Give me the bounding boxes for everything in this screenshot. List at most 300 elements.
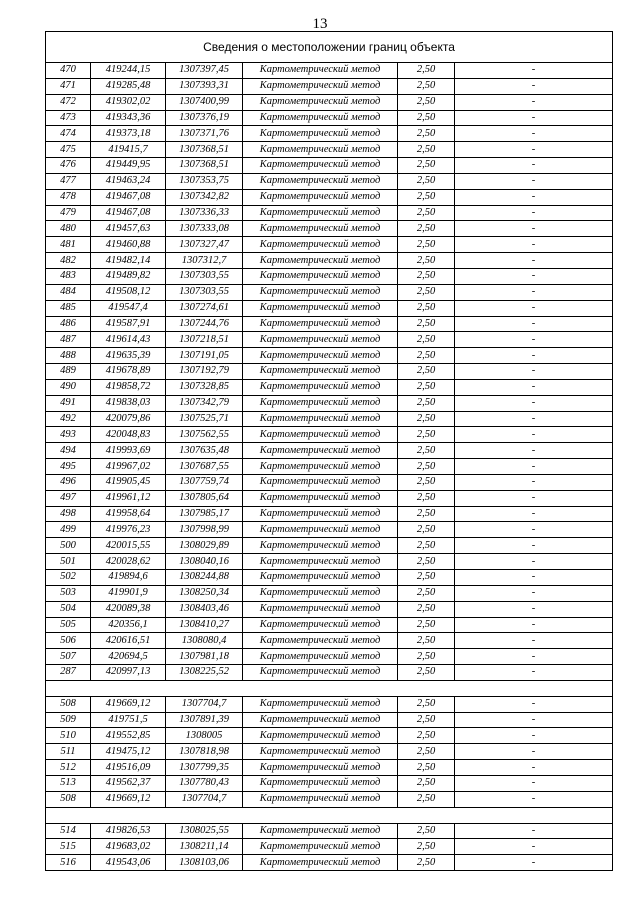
y-coordinate-cell: 1308403,46: [166, 601, 243, 617]
description-cell: -: [455, 443, 613, 459]
table-row: [46, 554, 613, 570]
accuracy-cell: 2,50: [398, 142, 455, 158]
accuracy-cell: 2,50: [398, 570, 455, 586]
y-coordinate-cell: 1307333,08: [166, 221, 243, 237]
point-number-cell: 471: [46, 78, 91, 94]
point-number-cell: 287: [46, 665, 91, 681]
y-coordinate-cell: 1307218,51: [166, 332, 243, 348]
method-cell: Картометрический метод: [243, 744, 398, 760]
accuracy-cell: 2,50: [398, 268, 455, 284]
point-number-cell: 510: [46, 728, 91, 744]
accuracy-cell: 2,50: [398, 395, 455, 411]
method-cell: Картометрический метод: [243, 316, 398, 332]
method-cell: Картометрический метод: [243, 221, 398, 237]
method-cell: Картометрический метод: [243, 760, 398, 776]
method-cell: Картометрический метод: [243, 142, 398, 158]
description-cell: -: [455, 364, 613, 380]
table-title: Сведения о местоположении границ объекта: [46, 32, 613, 63]
description-cell: -: [455, 379, 613, 395]
accuracy-cell: 2,50: [398, 554, 455, 570]
method-cell: Картометрический метод: [243, 94, 398, 110]
description-cell: -: [455, 601, 613, 617]
point-number-cell: 479: [46, 205, 91, 221]
method-cell: Картометрический метод: [243, 443, 398, 459]
accuracy-cell: 2,50: [398, 633, 455, 649]
x-coordinate-cell: 419244,15: [91, 63, 166, 79]
table-row: [46, 158, 613, 174]
point-number-cell: 501: [46, 554, 91, 570]
method-cell: Картометрический метод: [243, 839, 398, 855]
y-coordinate-cell: 1307562,55: [166, 427, 243, 443]
table-row: [46, 570, 613, 586]
point-number-cell: 508: [46, 696, 91, 712]
table-row: [46, 712, 613, 728]
table-row: [46, 696, 613, 712]
x-coordinate-cell: 419976,23: [91, 522, 166, 538]
x-coordinate-cell: 420356,1: [91, 617, 166, 633]
table-row: [46, 189, 613, 205]
method-cell: Картометрический метод: [243, 364, 398, 380]
point-number-cell: 490: [46, 379, 91, 395]
table-row: [46, 728, 613, 744]
y-coordinate-cell: 1307799,35: [166, 760, 243, 776]
y-coordinate-cell: 1308211,14: [166, 839, 243, 855]
y-coordinate-cell: 1308103,06: [166, 855, 243, 871]
point-number-cell: 511: [46, 744, 91, 760]
method-cell: Картометрический метод: [243, 189, 398, 205]
accuracy-cell: 2,50: [398, 284, 455, 300]
point-number-cell: 488: [46, 348, 91, 364]
y-coordinate-cell: 1307312,7: [166, 253, 243, 269]
y-coordinate-cell: 1308244,88: [166, 570, 243, 586]
contour-separator-cell: [46, 807, 613, 823]
description-cell: -: [455, 839, 613, 855]
contour-separator-row: [46, 807, 613, 823]
table-row: [46, 300, 613, 316]
y-coordinate-cell: 1307303,55: [166, 268, 243, 284]
point-number-cell: 504: [46, 601, 91, 617]
description-cell: -: [455, 268, 613, 284]
description-cell: -: [455, 427, 613, 443]
x-coordinate-cell: 419457,63: [91, 221, 166, 237]
description-cell: -: [455, 585, 613, 601]
description-cell: -: [455, 712, 613, 728]
description-cell: -: [455, 728, 613, 744]
description-cell: -: [455, 205, 613, 221]
description-cell: -: [455, 570, 613, 586]
point-number-cell: 495: [46, 459, 91, 475]
method-cell: Картометрический метод: [243, 284, 398, 300]
description-cell: -: [455, 316, 613, 332]
description-cell: -: [455, 775, 613, 791]
x-coordinate-cell: 420079,86: [91, 411, 166, 427]
method-cell: Картометрический метод: [243, 538, 398, 554]
y-coordinate-cell: 1308080,4: [166, 633, 243, 649]
y-coordinate-cell: 1307805,64: [166, 490, 243, 506]
accuracy-cell: 2,50: [398, 332, 455, 348]
x-coordinate-cell: 419669,12: [91, 791, 166, 807]
y-coordinate-cell: 1307336,33: [166, 205, 243, 221]
accuracy-cell: 2,50: [398, 379, 455, 395]
method-cell: Картометрический метод: [243, 300, 398, 316]
method-cell: Картометрический метод: [243, 823, 398, 839]
method-cell: Картометрический метод: [243, 348, 398, 364]
table-row: [46, 364, 613, 380]
y-coordinate-cell: 1307192,79: [166, 364, 243, 380]
description-cell: -: [455, 538, 613, 554]
x-coordinate-cell: 419751,5: [91, 712, 166, 728]
point-number-cell: 482: [46, 253, 91, 269]
table-row: [46, 506, 613, 522]
x-coordinate-cell: 419587,91: [91, 316, 166, 332]
point-number-cell: 498: [46, 506, 91, 522]
y-coordinate-cell: 1307327,47: [166, 237, 243, 253]
y-coordinate-cell: 1307891,39: [166, 712, 243, 728]
table-row: [46, 237, 613, 253]
description-cell: -: [455, 760, 613, 776]
point-number-cell: 485: [46, 300, 91, 316]
y-coordinate-cell: 1307998,99: [166, 522, 243, 538]
table-row: [46, 617, 613, 633]
point-number-cell: 509: [46, 712, 91, 728]
method-cell: Картометрический метод: [243, 110, 398, 126]
x-coordinate-cell: 419967,02: [91, 459, 166, 475]
description-cell: -: [455, 63, 613, 79]
method-cell: Картометрический метод: [243, 427, 398, 443]
accuracy-cell: 2,50: [398, 665, 455, 681]
y-coordinate-cell: 1307342,79: [166, 395, 243, 411]
x-coordinate-cell: 419993,69: [91, 443, 166, 459]
x-coordinate-cell: 419678,89: [91, 364, 166, 380]
x-coordinate-cell: 419683,02: [91, 839, 166, 855]
y-coordinate-cell: 1307353,75: [166, 173, 243, 189]
x-coordinate-cell: 419373,18: [91, 126, 166, 142]
y-coordinate-cell: 1307303,55: [166, 284, 243, 300]
point-number-cell: 476: [46, 158, 91, 174]
accuracy-cell: 2,50: [398, 506, 455, 522]
table-row: [46, 63, 613, 79]
accuracy-cell: 2,50: [398, 775, 455, 791]
y-coordinate-cell: 1307635,48: [166, 443, 243, 459]
method-cell: Картометрический метод: [243, 158, 398, 174]
y-coordinate-cell: 1307525,71: [166, 411, 243, 427]
accuracy-cell: 2,50: [398, 744, 455, 760]
x-coordinate-cell: 419958,64: [91, 506, 166, 522]
table-row: [46, 427, 613, 443]
description-cell: -: [455, 253, 613, 269]
y-coordinate-cell: 1307780,43: [166, 775, 243, 791]
y-coordinate-cell: 1307368,51: [166, 142, 243, 158]
description-cell: -: [455, 459, 613, 475]
table-row: [46, 633, 613, 649]
x-coordinate-cell: 420048,83: [91, 427, 166, 443]
x-coordinate-cell: 419415,7: [91, 142, 166, 158]
boundary-table-container: [45, 31, 612, 871]
point-number-cell: 473: [46, 110, 91, 126]
accuracy-cell: 2,50: [398, 617, 455, 633]
y-coordinate-cell: 1307397,45: [166, 63, 243, 79]
method-cell: Картометрический метод: [243, 490, 398, 506]
method-cell: Картометрический метод: [243, 617, 398, 633]
y-coordinate-cell: 1307376,19: [166, 110, 243, 126]
table-row: [46, 443, 613, 459]
accuracy-cell: 2,50: [398, 459, 455, 475]
method-cell: Картометрический метод: [243, 522, 398, 538]
point-number-cell: 512: [46, 760, 91, 776]
boundary-table: [45, 31, 613, 871]
description-cell: -: [455, 94, 613, 110]
method-cell: Картометрический метод: [243, 173, 398, 189]
point-number-cell: 470: [46, 63, 91, 79]
accuracy-cell: 2,50: [398, 760, 455, 776]
method-cell: Картометрический метод: [243, 411, 398, 427]
y-coordinate-cell: 1307704,7: [166, 696, 243, 712]
accuracy-cell: 2,50: [398, 63, 455, 79]
method-cell: Картометрический метод: [243, 205, 398, 221]
y-coordinate-cell: 1308029,89: [166, 538, 243, 554]
y-coordinate-cell: 1308225,52: [166, 665, 243, 681]
x-coordinate-cell: 419489,82: [91, 268, 166, 284]
table-row: [46, 459, 613, 475]
x-coordinate-cell: 420694,5: [91, 649, 166, 665]
description-cell: -: [455, 237, 613, 253]
accuracy-cell: 2,50: [398, 728, 455, 744]
x-coordinate-cell: 419614,43: [91, 332, 166, 348]
y-coordinate-cell: 1307368,51: [166, 158, 243, 174]
accuracy-cell: 2,50: [398, 126, 455, 142]
x-coordinate-cell: 419302,02: [91, 94, 166, 110]
x-coordinate-cell: 419467,08: [91, 189, 166, 205]
contour-separator-cell: [46, 680, 613, 696]
description-cell: -: [455, 744, 613, 760]
x-coordinate-cell: 419285,48: [91, 78, 166, 94]
table-row: [46, 253, 613, 269]
description-cell: -: [455, 791, 613, 807]
description-cell: -: [455, 158, 613, 174]
accuracy-cell: 2,50: [398, 696, 455, 712]
description-cell: -: [455, 78, 613, 94]
point-number-cell: 507: [46, 649, 91, 665]
description-cell: -: [455, 411, 613, 427]
y-coordinate-cell: 1307818,98: [166, 744, 243, 760]
description-cell: -: [455, 284, 613, 300]
method-cell: Картометрический метод: [243, 379, 398, 395]
point-number-cell: 478: [46, 189, 91, 205]
accuracy-cell: 2,50: [398, 253, 455, 269]
x-coordinate-cell: 419547,4: [91, 300, 166, 316]
accuracy-cell: 2,50: [398, 94, 455, 110]
point-number-cell: 491: [46, 395, 91, 411]
method-cell: Картометрический метод: [243, 775, 398, 791]
x-coordinate-cell: 420028,62: [91, 554, 166, 570]
accuracy-cell: 2,50: [398, 522, 455, 538]
x-coordinate-cell: 419543,06: [91, 855, 166, 871]
table-row: [46, 649, 613, 665]
x-coordinate-cell: 420616,51: [91, 633, 166, 649]
accuracy-cell: 2,50: [398, 649, 455, 665]
description-cell: -: [455, 395, 613, 411]
table-row: [46, 601, 613, 617]
method-cell: Картометрический метод: [243, 395, 398, 411]
point-number-cell: 484: [46, 284, 91, 300]
x-coordinate-cell: 419961,12: [91, 490, 166, 506]
point-number-cell: 489: [46, 364, 91, 380]
accuracy-cell: 2,50: [398, 300, 455, 316]
point-number-cell: 514: [46, 823, 91, 839]
y-coordinate-cell: 1307244,76: [166, 316, 243, 332]
description-cell: -: [455, 506, 613, 522]
table-row: [46, 839, 613, 855]
point-number-cell: 487: [46, 332, 91, 348]
description-cell: -: [455, 142, 613, 158]
accuracy-cell: 2,50: [398, 173, 455, 189]
accuracy-cell: 2,50: [398, 601, 455, 617]
method-cell: Картометрический метод: [243, 665, 398, 681]
table-row: [46, 110, 613, 126]
table-row: [46, 538, 613, 554]
accuracy-cell: 2,50: [398, 364, 455, 380]
point-number-cell: 477: [46, 173, 91, 189]
point-number-cell: 494: [46, 443, 91, 459]
point-number-cell: 503: [46, 585, 91, 601]
accuracy-cell: 2,50: [398, 585, 455, 601]
description-cell: -: [455, 649, 613, 665]
description-cell: -: [455, 221, 613, 237]
accuracy-cell: 2,50: [398, 411, 455, 427]
table-row: [46, 760, 613, 776]
accuracy-cell: 2,50: [398, 712, 455, 728]
description-cell: -: [455, 300, 613, 316]
point-number-cell: 499: [46, 522, 91, 538]
description-cell: -: [455, 490, 613, 506]
point-number-cell: 502: [46, 570, 91, 586]
method-cell: Картометрический метод: [243, 459, 398, 475]
table-row: [46, 332, 613, 348]
accuracy-cell: 2,50: [398, 823, 455, 839]
y-coordinate-cell: 1307393,31: [166, 78, 243, 94]
y-coordinate-cell: 1307981,18: [166, 649, 243, 665]
contour-separator-row: [46, 680, 613, 696]
point-number-cell: 513: [46, 775, 91, 791]
table-row: [46, 775, 613, 791]
y-coordinate-cell: 1308250,34: [166, 585, 243, 601]
table-row: [46, 94, 613, 110]
table-row: [46, 379, 613, 395]
point-number-cell: 472: [46, 94, 91, 110]
table-row: [46, 268, 613, 284]
accuracy-cell: 2,50: [398, 791, 455, 807]
method-cell: Картометрический метод: [243, 332, 398, 348]
accuracy-cell: 2,50: [398, 855, 455, 871]
method-cell: Картометрический метод: [243, 585, 398, 601]
x-coordinate-cell: 419343,36: [91, 110, 166, 126]
table-row: [46, 142, 613, 158]
point-number-cell: 500: [46, 538, 91, 554]
point-number-cell: 493: [46, 427, 91, 443]
y-coordinate-cell: 1307704,7: [166, 791, 243, 807]
accuracy-cell: 2,50: [398, 221, 455, 237]
description-cell: -: [455, 696, 613, 712]
point-number-cell: 508: [46, 791, 91, 807]
description-cell: -: [455, 189, 613, 205]
method-cell: Картометрический метод: [243, 712, 398, 728]
accuracy-cell: 2,50: [398, 78, 455, 94]
table-row: [46, 348, 613, 364]
description-cell: -: [455, 522, 613, 538]
description-cell: -: [455, 855, 613, 871]
y-coordinate-cell: 1307985,17: [166, 506, 243, 522]
method-cell: Картометрический метод: [243, 63, 398, 79]
accuracy-cell: 2,50: [398, 538, 455, 554]
table-row: [46, 221, 613, 237]
method-cell: Картометрический метод: [243, 253, 398, 269]
point-number-cell: 481: [46, 237, 91, 253]
table-row: [46, 744, 613, 760]
accuracy-cell: 2,50: [398, 316, 455, 332]
y-coordinate-cell: 1307759,74: [166, 474, 243, 490]
y-coordinate-cell: 1307371,76: [166, 126, 243, 142]
point-number-cell: 475: [46, 142, 91, 158]
x-coordinate-cell: 420997,13: [91, 665, 166, 681]
point-number-cell: 483: [46, 268, 91, 284]
x-coordinate-cell: 420089,38: [91, 601, 166, 617]
description-cell: -: [455, 348, 613, 364]
x-coordinate-cell: 419894,6: [91, 570, 166, 586]
table-row: [46, 522, 613, 538]
x-coordinate-cell: 419858,72: [91, 379, 166, 395]
method-cell: Картометрический метод: [243, 696, 398, 712]
method-cell: Картометрический метод: [243, 237, 398, 253]
method-cell: Картометрический метод: [243, 728, 398, 744]
accuracy-cell: 2,50: [398, 110, 455, 126]
description-cell: -: [455, 665, 613, 681]
accuracy-cell: 2,50: [398, 158, 455, 174]
point-number-cell: 486: [46, 316, 91, 332]
table-row: [46, 665, 613, 681]
description-cell: -: [455, 173, 613, 189]
x-coordinate-cell: 419901,9: [91, 585, 166, 601]
accuracy-cell: 2,50: [398, 427, 455, 443]
description-cell: -: [455, 110, 613, 126]
table-row: [46, 490, 613, 506]
x-coordinate-cell: 419905,45: [91, 474, 166, 490]
x-coordinate-cell: 419635,39: [91, 348, 166, 364]
table-row: [46, 173, 613, 189]
table-row: [46, 823, 613, 839]
method-cell: Картометрический метод: [243, 633, 398, 649]
y-coordinate-cell: 1307687,55: [166, 459, 243, 475]
x-coordinate-cell: 419482,14: [91, 253, 166, 269]
x-coordinate-cell: 420015,55: [91, 538, 166, 554]
description-cell: -: [455, 332, 613, 348]
y-coordinate-cell: 1307342,82: [166, 189, 243, 205]
description-cell: -: [455, 474, 613, 490]
table-row: [46, 395, 613, 411]
accuracy-cell: 2,50: [398, 237, 455, 253]
table-row: [46, 791, 613, 807]
y-coordinate-cell: 1308025,55: [166, 823, 243, 839]
point-number-cell: 474: [46, 126, 91, 142]
method-cell: Картометрический метод: [243, 570, 398, 586]
accuracy-cell: 2,50: [398, 348, 455, 364]
y-coordinate-cell: 1308040,16: [166, 554, 243, 570]
method-cell: Картометрический метод: [243, 268, 398, 284]
x-coordinate-cell: 419475,12: [91, 744, 166, 760]
x-coordinate-cell: 419460,88: [91, 237, 166, 253]
y-coordinate-cell: 1307191,05: [166, 348, 243, 364]
table-row: [46, 284, 613, 300]
y-coordinate-cell: 1308005: [166, 728, 243, 744]
